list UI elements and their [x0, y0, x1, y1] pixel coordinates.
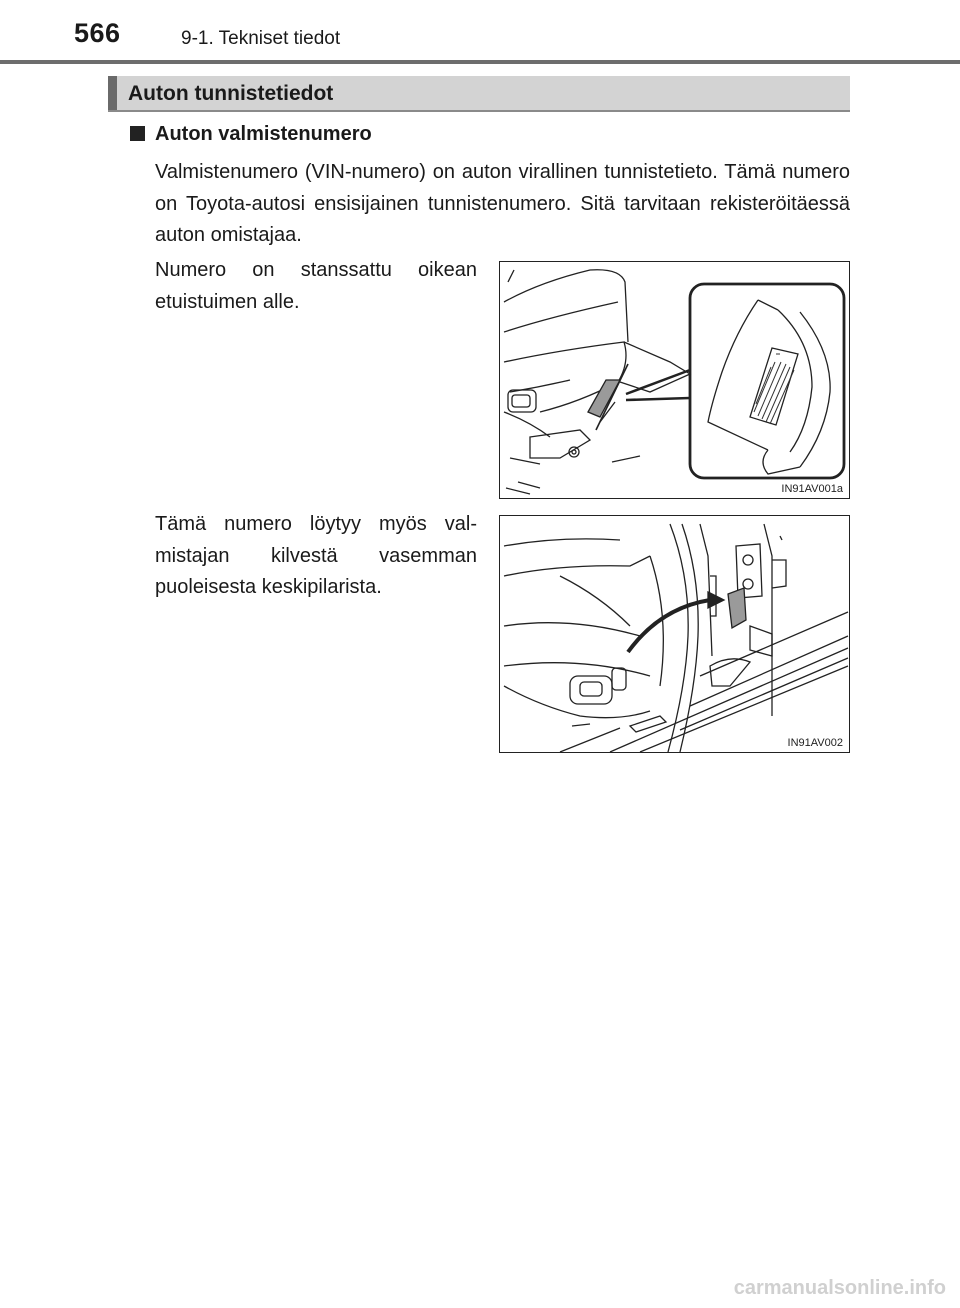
figure-code: IN91AV002 [787, 737, 843, 749]
intro-paragraph: Valmistenumero (VIN-numero) on auton virallinen tunnistetieto. Tämä numero on Toyota-autosi ensisijainen tunnistenumero. Sitä tarvitaan rekisteröitäessä auton omistajaa. [155, 161, 850, 246]
figure-code: IN91AV001a [781, 483, 843, 495]
figure-seat-vin [499, 261, 850, 499]
figure-pillar-plate [499, 515, 850, 753]
header-rule [0, 60, 960, 64]
section-title: Auton tunnistetiedot [128, 82, 334, 105]
item-text-pillar: Tämä numero löytyy myös val-mistajan kilvestä vasemman puoleisesta keskipilarista. [155, 513, 477, 598]
subsection-title: Auton valmistenumero [155, 123, 372, 145]
section-accent [108, 76, 117, 110]
chapter-title: 9-1. Tekniset tiedot [181, 28, 341, 49]
seat-vin-illustration [500, 262, 849, 498]
square-bullet-icon [130, 126, 145, 141]
section-heading-bar [108, 76, 850, 112]
watermark: carmanualsonline.info [733, 1277, 946, 1299]
item-text-seat: Numero on stanssattu oikean etuistuimen alle. [155, 259, 477, 313]
pillar-plate-illustration [500, 516, 849, 752]
page-number: 566 [74, 18, 121, 48]
subsection-heading [130, 123, 372, 146]
